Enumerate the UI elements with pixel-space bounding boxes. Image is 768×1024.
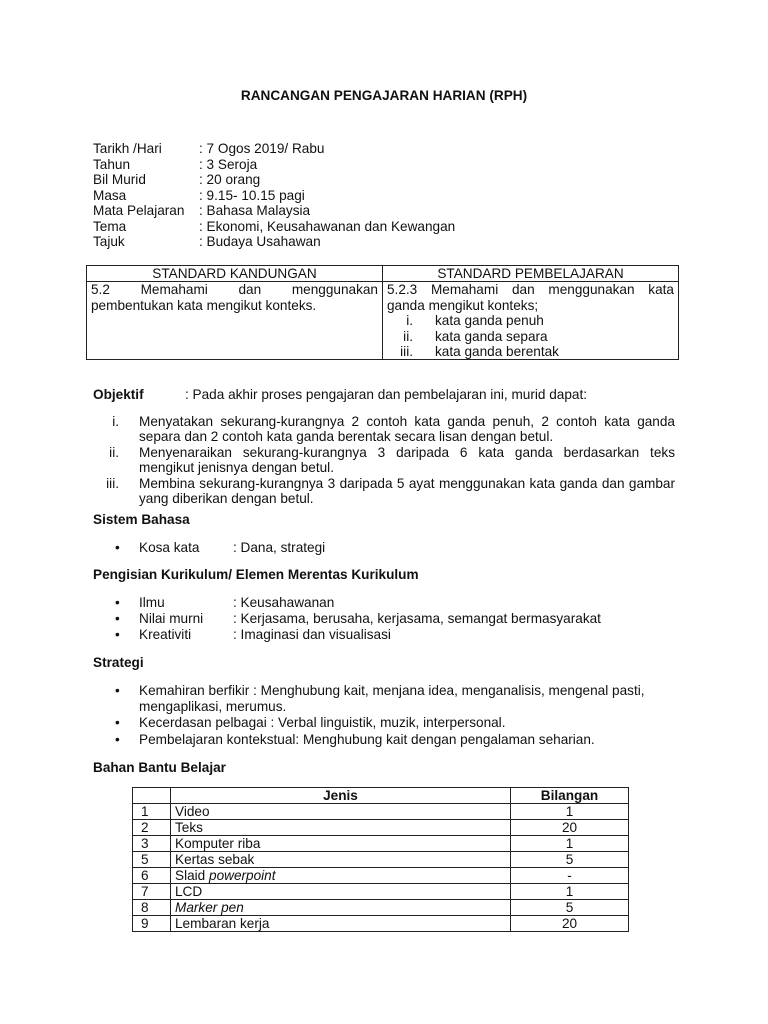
jenis-cell [171,836,511,852]
list-item: • Nilai murni : Kerjasama, berusaha, kerjasama, semangat bermasyarakat [115,611,601,627]
bahan-heading: Bahan Bantu Belajar [93,760,226,775]
meta-value: : Ekonomi, Keusahawanan dan Kewangan [199,218,456,234]
list-item: • Kemahiran berfikir : Menghubung kait, menjana idea, menganalisis, mengenal pasti, mengaplikasi, merumus. [115,683,645,715]
jenis-text: powerpoint [209,868,276,883]
column-header: Jenis [171,788,511,804]
meta-key: Masa [93,187,127,203]
strategi-heading: Strategi [93,655,144,670]
table-header-row [133,788,629,804]
jenis-cell [171,868,511,884]
sistem-bahasa-heading: Sistem Bahasa [93,512,190,527]
jenis-cell [171,884,511,900]
objectives-list [93,414,675,506]
standards-table [86,265,679,360]
strategi-list [93,683,683,748]
bilangan-cell: 20 [511,916,629,932]
list-item: • Kecerdasan pelbagai : Verbal linguistik, muzik, interpersonal. [115,715,506,731]
bilangan-cell: - [511,868,629,884]
table-row [133,836,629,852]
table-row [133,820,629,836]
jenis-text: Lembaran kerja [175,916,270,931]
list-item: i. Menyatakan sekurang-kurangnya 2 contoh kata ganda penuh, 2 contoh kata ganda separa dan 2 contoh kata ganda berentak secara lisan dengan betul. [112,414,675,445]
meta-key: Tahun [93,156,131,172]
sistem-bahasa-list [93,540,683,556]
list-item: iii. Membina sekurang-kurangnya 3 daripada 5 ayat menggunakan kata ganda dan gambar yang diberikan dengan betul. [106,475,675,507]
meta-row [93,219,455,235]
bilangan-cell: 1 [511,836,629,852]
jenis-prefix: Slaid [175,868,210,883]
meta-value: : 20 orang [199,172,261,187]
list-item: i. kata ganda penuh [406,313,544,329]
bilangan-cell: 5 [511,900,629,916]
row-number: 6 [133,868,171,884]
row-number: 1 [133,804,171,820]
meta-row [93,141,455,157]
row-number: 8 [133,900,171,916]
meta-row [93,203,455,219]
row-number: 5 [133,852,171,868]
meta-value: : 7 Ogos 2019/ Rabu [199,141,325,156]
jenis-cell [171,900,511,916]
kandungan-line: 5.2 Memahami dan menggunakan [91,282,378,298]
list-item: • Kreativiti : Imaginasi dan visualisasi [115,627,391,643]
list-item: • Kosa kata : Dana, strategi [115,540,326,555]
bilangan-cell: 1 [511,884,629,900]
row-number: 9 [133,916,171,932]
jenis-text: Marker pen [175,900,244,915]
objectives-heading [93,387,587,403]
jenis-text: Teks [175,820,203,835]
standard-kandungan-cell [87,282,383,360]
meta-key: Mata Pelajaran [93,203,185,218]
kurikulum-list [93,595,683,644]
bilangan-cell: 20 [511,820,629,836]
page-title: RANCANGAN PENGAJARAN HARIAN (RPH) [240,88,528,103]
pembelajaran-line: 5.2.3 Memahami dan menggunakan kata [387,282,674,298]
bahan-table [132,787,629,932]
column-header: Bilangan [511,788,629,804]
jenis-cell [171,852,511,868]
objectives-label: Objektif [93,387,144,402]
list-item: • Ilmu : Keusahawanan [115,595,335,610]
table-row [133,868,629,884]
column-header [133,788,171,804]
meta-value: : Budaya Usahawan [199,234,321,249]
meta-key: Tajuk [93,234,125,249]
jenis-text: Video [175,804,210,819]
meta-value: : 9.15- 10.15 pagi [199,187,305,203]
bilangan-cell: 1 [511,804,629,820]
table-row [133,804,629,820]
meta-key: Bil Murid [93,172,146,187]
list-item: ii. kata ganda separa [403,328,548,344]
lesson-meta [93,141,455,250]
kandungan-line: pembentukan kata mengikut konteks. [91,297,317,313]
meta-row [93,234,455,250]
table-row [133,900,629,916]
jenis-cell [171,804,511,820]
kurikulum-heading: Pengisian Kurikulum/ Elemen Merentas Kurikulum [93,567,419,582]
jenis-cell [171,820,511,836]
standard-pembelajaran-cell [383,282,679,360]
pembelajaran-line: ganda mengikut konteks; [387,297,539,313]
jenis-text: Kertas sebak [175,852,255,867]
list-item: iii. kata ganda berentak [400,344,559,360]
row-number: 3 [133,836,171,852]
meta-value: : 3 Seroja [199,156,258,172]
table-row [133,916,629,932]
row-number: 2 [133,820,171,836]
meta-value: : Bahasa Malaysia [199,203,311,218]
meta-key: Tarikh /Hari [93,141,162,156]
jenis-text: LCD [175,884,203,899]
list-item: ii. Menyenaraikan sekurang-kurangnya 3 daripada 6 kata ganda berdasarkan teks mengikut jenisnya dengan betul. [109,444,675,476]
table-row [133,884,629,900]
meta-key: Tema [93,218,127,234]
meta-row [93,157,455,173]
list-item: • Pembelajaran kontekstual: Menghubung kait dengan pengalaman seharian. [115,731,595,747]
meta-row [93,188,455,204]
meta-row [93,172,455,188]
table-row [133,852,629,868]
jenis-cell [171,916,511,932]
standard-pembelajaran-header: STANDARD PEMBELAJARAN [383,266,679,282]
bilangan-cell: 5 [511,852,629,868]
standard-kandungan-header: STANDARD KANDUNGAN [87,266,383,282]
pembelajaran-sublist [387,313,674,359]
row-number: 7 [133,884,171,900]
objectives-intro: : Pada akhir proses pengajaran dan pembelajaran ini, murid dapat: [185,387,588,402]
jenis-text: Komputer riba [175,836,261,851]
